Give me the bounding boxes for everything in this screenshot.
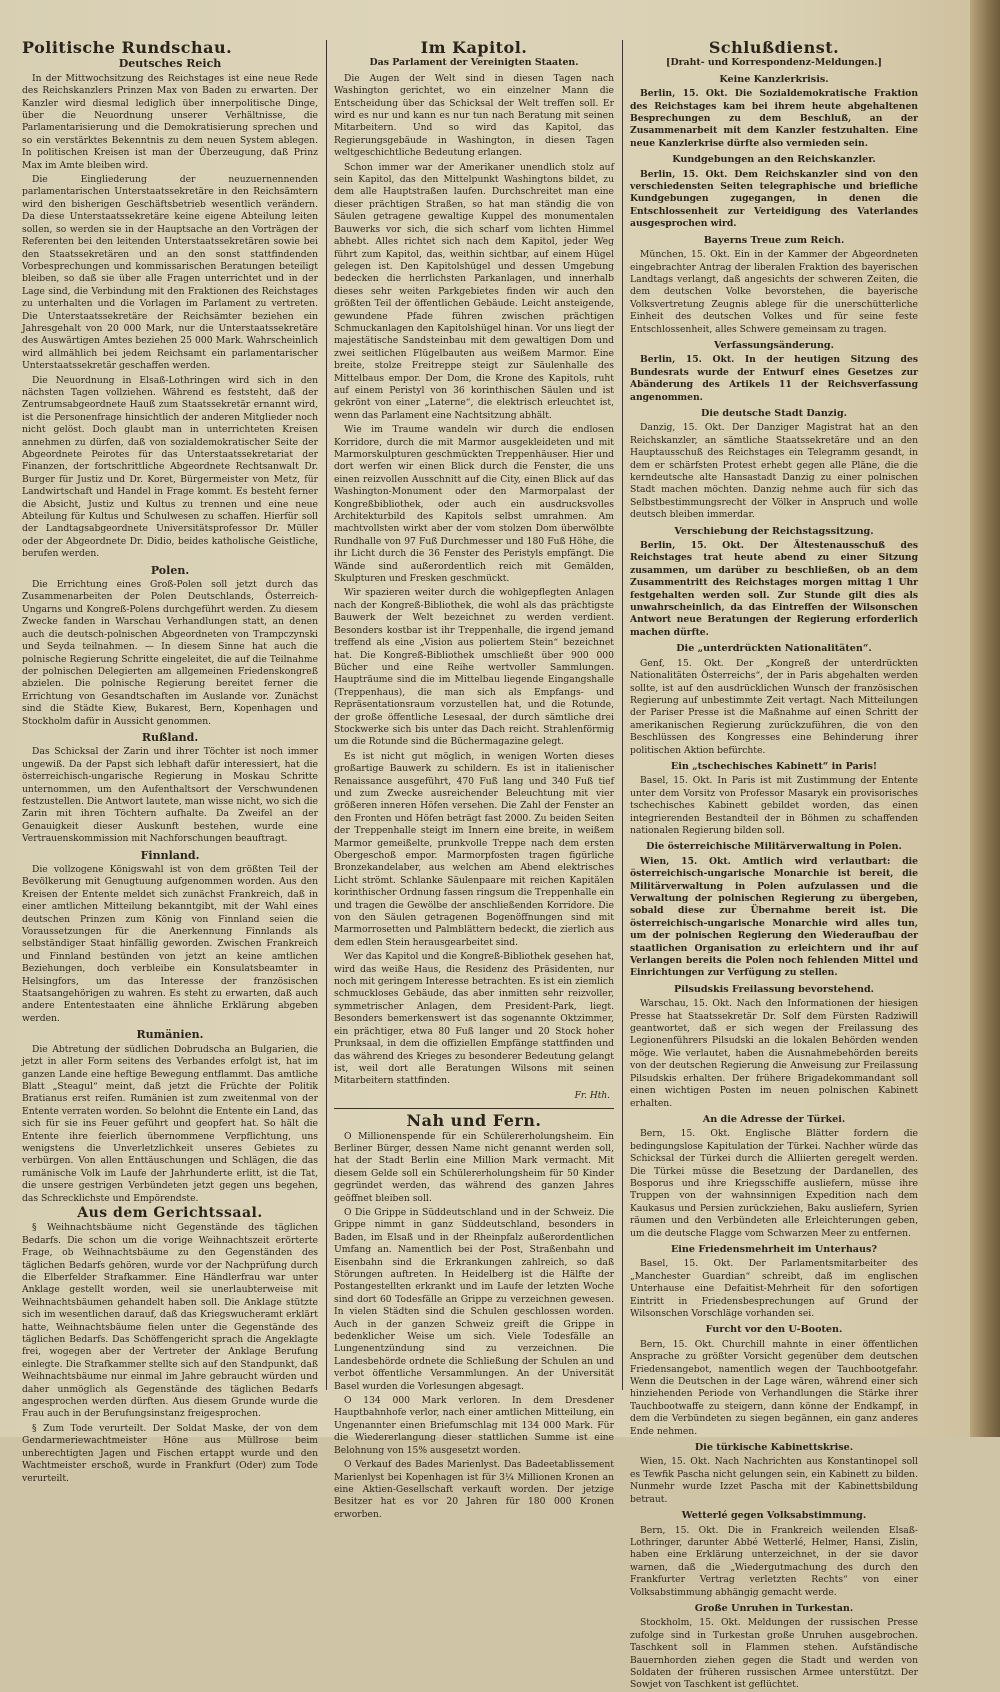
column-rule-1 [326, 40, 327, 1390]
article-paragraph: In der Mittwochsitzung des Reichstages ist eine neue Rede des Reichskanzlers Prinzen Max von Baden zu erwarten. Der Kanzler wird diesmal lediglich über innerpolitische Dinge, über die Neuordnung unserer Verhältnisse, die Parlamentarisierung und die Demokratisierung sprechen und so ein verstärktes Bekenntnis zu dem neuen System ablegen. In politischen Kreisen ist man der Überzeugung, daß Prinz Max im Amte bleiben wird. [22, 72, 318, 171]
article-paragraph: Wir spazieren weiter durch die wohlgepflegten Anlagen nach der Kongreß-Bibliothek, die wohl als das prächtigste Bauwerk der Welt bezeichnet zu werden verdient. Besonders kostbar ist ihr Treppenhalle, die irgend jemand treffend als eine „Vision aus poliertem Stein“ bezeichnet hat. Die Kongreß-Bibliothek umschließt über 900 000 Bücher und eine Reihe wertvoller Sammlungen. Haupträume sind die im Mittelbau liegende Eingangshalle (Treppenhaus), die man sich als Empfangs- und Repräsentationsraum vorzustellen hat, und die Rotunde, der große öffentliche Lesesaal, der durch sämtliche drei Stockwerke sich bis unter das Dach reicht. Strahlenförmig um die Rotunde sind die Büchermagazine gelegt. [334, 587, 614, 748]
news-item: Wien, 15. Okt. Amtlich wird verlautbart: die österreichisch-ungarische Monarchie ist bereit, die Militärverwaltung in Polen aufzulassen und die Verwaltung der polnischen Regierung zu übergeben, sobald diese zur Übernahme bereit ist. Die österreichisch-ungarische Monarchie wird alles tun, um der polnischen Regierung den Wiederaufbau der staatlichen Organisation zu erleichtern und ihr auf Verlangen bereits die Polen noch fehlenden Mittel und Einrichtungen zur Verfügung zu stellen. [630, 855, 918, 979]
news-item: O 134 000 Mark verloren. In dem Dresdener Hauptbahnhofe verlor, nach einer amtlichen Mitteilung, ein Ungenannter einen Briefumschlag mit 134 000 Mark. Für die Wiedererlangung dieser stattlichen Summe ist eine Belohnung von 15% ausgesetzt worden. [334, 1395, 614, 1456]
news-headline: Wetterlé gegen Volksabstimmung. [681, 1510, 867, 1522]
news-item: Warschau, 15. Okt. Nach den Informationen der hiesigen Presse hat Staatssekretär Dr. Solf dem Fürsten Radziwill geantwortet, daß er sich wegen der Freilassung des Legionenführers Pilsudski an die lokalen Behörden wenden möge. Wie verlautet, haben die Ausnahmebehörden bereits von der deutschen Regierung die Anweisung zur Freilassung Pilsudskis erhalten. Der frühere Brigadekommandant soll einen wichtigen Posten im neuen polnischen Kabinett erhalten. [630, 998, 918, 1109]
article-paragraph: Die vollzogene Königswahl ist von dem größten Teil der Bevölkerung mit Genugtuung aufgenommen worden. Aus den Kreisen der Entente meldet sich zunächst Frankreich, daß in einer amtlichen Mitteilung bekanntgibt, mit der Wahl eines deutschen Prinzen zum König von Finnland seien die Voraussetzungen für die Anerkennung Finnlands als selbständiger Staat hinfällig geworden. Zwischen Frankreich und Finnland bestünden von jetzt an keine amtlichen Beziehungen, doch verbleibe ein Konsulatsbeamter in Helsingfors, um das Interesse der französischen Staatsangehörigen zu wahren. Es steht zu erwarten, daß auch andere Ententestaaten eine ähnliche Erklärung abgeben werden. [22, 864, 318, 1024]
news-headline: Bayerns Treue zum Reich. [703, 234, 845, 246]
column-rule-2 [622, 40, 623, 1390]
section-heading: Rumänien. [136, 1028, 204, 1042]
article-paragraph: Die Errichtung eines Groß-Polen soll jetzt durch das Zusammenarbeiten der Polen Deutschlands, Österreich-Ungarns und Kongreß-Polens durchgeführt werden. Zu diesem Zwecke fanden in Warschau Verhandlungen statt, an denen auch die deutsch-polnischen Abgeordneten von Trampczynski und Seyda teilnahmen. — In diesem Sinne hat auch die polnische Regierung Schritte eingeleitet, die auf die Teilnahme der polnischen Delegierten am allgemeinen Friedenskongreß abzielen. Die polnische Regierung bereitet ferner die Errichtung von Gesandtschaften im Auslande vor. Zunächst sind die Städte Kiew, Bukarest, Bern, Kopenhagen und Stockholm dafür in Aussicht genommen. [22, 579, 318, 727]
news-item: Bern, 15. Okt. Englische Blätter fordern die bedingungslose Kapitulation der Türkei. Nachher würde das Schicksal der Türkei durch die Alliierten geregelt werden. Die Türkei müsse die Besetzung der Dardanellen, des Bosporus und ihre Kriegsschiffe ausliefern, müsse ihre Truppen von der wahnsinnigen Expedition nach dem Kaukasus und Persien zurückziehen, Baku ausliefern, Syrien räumen und den Verbündeten alle Erleichterungen geben, um die deutsche Flagge vom Schwarzen Meer zu entfernen. [630, 1128, 918, 1239]
column-title: Politische Rundschau. [22, 38, 233, 57]
section-heading: Polen. [150, 563, 190, 577]
news-item: Wien, 15. Okt. Nach Nachrichten aus Konstantinopel soll es Tewfik Pascha nicht gelungen sein, ein Kabinett zu bilden. Nunmehr wurde Izzet Pascha mit der Kabinettsbildung betraut. [630, 1456, 918, 1505]
news-item: Berlin, 15. Okt. In der heutigen Sitzung des Bundesrats wurde der Entwurf eines Gesetzes zur Abänderung des Artikels 11 der Reichsverfassung angenommen. [630, 354, 918, 403]
column-im-kapitol [334, 38, 614, 1520]
news-headline: Keine Kanzlerkrisis. [719, 73, 829, 85]
news-headline: Kundgebungen an den Reichskanzler. [672, 154, 876, 166]
news-item: Basel, 15. Okt. In Paris ist mit Zustimmung der Entente unter dem Vorsitz von Professor Masaryk ein provisorisches tschechisches Kabinett gebildet worden, das einen integrierenden Bestandteil der in Böhmen zu schaffenden nationalen Regierung bilden soll. [630, 775, 918, 836]
section-title: Nah und Fern. [406, 1111, 542, 1131]
author-signature: Fr. Hth. [574, 1090, 610, 1101]
article-paragraph: Schon immer war der Amerikaner unendlich stolz auf sein Kapitol, das den Mittelpunkt Washingtons bildet, zu dem alle Hauptstraßen laufen. Durchschreitet man eine dieser prächtigen Straßen, so hat man ständig die von Säulen getragene gewaltige Kuppel des monumentalen Bauwerks vor sich, die sich scharf vom lichten Himmel abhebt. Alles richtet sich nach dem Kapitol, jeder Weg führt zum Kapitol, das, weithin sichtbar, auf einem Hügel gelegen ist. Den Kapitolshügel und dessen Umgebung bedecken die herrlichsten Parkanlagen, und innerhalb dieses sehr weiten Parkgebietes finden wir auch den größten Teil der öffentlichen Gebäude. Leicht ansteigende, gewundene Pfade führen zwischen prächtigen Schmuckanlagen den Kapitolshügel hinan. Vor uns liegt der majestätische Sandsteinbau mit dem gewaltigen Dom und zwei seitlichen Flügelbauten aus weißem Marmor. Eine breite, stolze Freitreppe steigt zur Säulenhalle des Mittelbaus empor. Der Dom, die Krone des Kapitols, ruht auf einem Peristyl von 36 korinthischen Säulen und ist gekrönt von einer „Laterne“, die elektrisch erleuchtet ist, wenn das Parlament eine Nachtsitzung abhält. [334, 161, 614, 421]
news-item: O Die Grippe in Süddeutschland und in der Schweiz. Die Grippe nimmt in ganz Süddeutschland, besonders in Baden, im Elsaß und in der Rheinpfalz außerordentlichen Umfang an. Namentlich bei der Post, Straßenbahn und Eisenbahn sind die Erkrankungen zahlreich, so daß Störungen auftreten. In Heidelberg ist die Hälfte der Postangestellten erkrankt und im Laufe der letzten Woche sind dort 60 Todesfälle an Grippe zu verzeichnen gewesen. In vielen Städten sind die Schulen geschlossen worden. Auch in der ganzen Schweiz greift die Grippe in bedenklicher Weise um sich. Viele Todesfälle an Lungenentzündung sind zu verzeichnen. Die Landesbehörde ordnete die Schließung der Schulen an und verbot öffentliche Versammlungen. An der Universität Basel wurden die Vorlesungen abgesagt. [334, 1206, 614, 1392]
article-paragraph: Die Abtretung der südlichen Dobrudscha an Bulgarien, die jetzt in aller Form seitens des Verbandes erfolgt ist, hat im ganzen Lande eine heftige Bewegung entflammt. Das amtliche Blatt „Steagul“ meint, daß jetzt die Früchte der Politik Bratianus erst reifen. Rumänien ist zum zweitenmal von der Entente verraten worden. So belohnt die Entente ein Land, das sich für sie ins Feuer geführt und geopfert hat. So hält die Entente ihre feierlich übernommene Verpflichtung, uns wenigstens die Unverletzlichkeit unseres Gebietes zu verbürgen. Von allen Enttäuschungen und Schlägen, die das rumänische Volk im Laufe der Jahrhunderte erlitt, ist die Tat, die unsere gestrigen Verbündeten jetzt gegen uns begehen, das Schrecklichste und Empörendste. [22, 1043, 318, 1204]
news-headline: Eine Friedensmehrheit im Unterhaus? [670, 1243, 878, 1255]
news-headline: Furcht vor den U-Booten. [705, 1324, 843, 1336]
column-subtitle: [Draht- und Korrespondenz-Meldungen.] [666, 57, 882, 69]
news-headline: Große Unruhen in Turkestan. [694, 1602, 854, 1614]
section-divider [334, 1108, 614, 1109]
news-item: Genf, 15. Okt. Der „Kongreß der unterdrückten Nationalitäten Österreichs“, der in Paris abgehalten werden sollte, ist auf den ausdrücklichen Wunsch der französischen Regierung auf unbestimmte Zeit vertagt. Nach Mitteilungen der Pariser Presse ist die Maßnahme auf einen Schritt der amerikanischen Regierung zurückzuführen, die von den Beschlüssen des Kongresses eine Behinderung ihrer politischen Aktion befürchte. [630, 657, 918, 756]
news-item: Bern, 15. Okt. Die in Frankreich weilenden Elsaß-Lothringer, darunter Abbé Wetterlé, Helmer, Hansi, Zislin, haben eine Erklärung unterzeichnet, in der sie davor warnen, daß die „Wiedergutmachung des durch den Frankfurter Vertrag verletzten Rechts“ von einer Volksabstimmung abhängig gemacht werde. [630, 1524, 918, 1598]
news-item: München, 15. Okt. Ein in der Kammer der Abgeordneten eingebrachter Antrag der liberalen Fraktion des bayerischen Landtags verlangt, daß angesichts der schweren Zeiten, die dem deutschen Volke bevorstehen, die bayerische Volksvertretung Zeugnis ablege für die unerschütterliche Einheit des deutschen Volkes und für seine feste Entschlossenheit, alles Schwere gemeinsam zu tragen. [630, 249, 918, 335]
news-headline: An die Adresse der Türkei. [702, 1113, 846, 1125]
news-headline: Verschiebung der Reichstagssitzung. [674, 525, 874, 537]
column-schlussdienst [630, 38, 918, 1691]
news-headline: Pilsudskis Freilassung bevorstehend. [673, 983, 874, 995]
column-subtitle: Das Parlament der Vereinigten Staaten. [369, 57, 579, 69]
news-headline: Die österreichische Militärverwaltung in Polen. [646, 841, 902, 853]
section-heading: Finnland. [140, 848, 200, 862]
news-item: Stockholm, 15. Okt. Meldungen der russischen Presse zufolge sind in Turkestan große Unruhen ausgebrochen. Taschkent soll in Flammen stehen. Aufständische Bauernhorden ziehen gegen die Stadt und werden von Soldaten der früheren russischen Armee unterstützt. Der Sowjet von Taschkent ist geflüchtet. [630, 1617, 918, 1691]
news-item: O Millionenspende für ein Schülererholungsheim. Ein Berliner Bürger, dessen Name nicht genannt werden soll, hat der Stadt Berlin eine Million Mark vermacht. Mit diesem Gelde soll ein Schülererholungsheim für 50 Kinder gegründet werden, das während des ganzen Jahres geöffnet bleiben soll. [334, 1130, 614, 1204]
section-title: Aus dem Gerichtssaal. [77, 1204, 263, 1221]
news-item: Bern, 15. Okt. Churchill mahnte in einer öffentlichen Ansprache zu größter Vorsicht gegenüber dem deutschen Friedensangebot, namentlich wegen der Tauchbootgefahr. Wenn die Deutschen in der Lage wären, während einer sich hinziehenden Periode von Verhandlungen die Stärke ihrer Tauchbootwaffe zu steigern, dann könne der Endkampf, in dem die Verbündeten zu siegen begännen, ein ganz anderes Ende nehmen. [630, 1338, 918, 1437]
column-politische-rundschau [22, 38, 318, 1484]
news-item: Berlin, 15. Okt. Dem Reichskanzler sind von den verschiedensten Seiten telegraphische und briefliche Kundgebungen zugegangen, in denen die Entschlossenheit zur Verteidigung des Vaterlandes ausgesprochen wird. [630, 168, 918, 230]
news-item: Berlin, 15. Okt. Der Ältestenausschuß des Reichstages trat heute abend zu einer Sitzung zusammen, um darüber zu beschließen, ob an dem Zusammentritt des Reichstages morgen mittag 1 Uhr festgehalten werden soll. Zur Stunde gilt dies als unwahrscheinlich, da das Eintreffen der Wilsonschen Antwort neue Beratungen der Regierung erforderlich machen dürfte. [630, 540, 918, 638]
article-paragraph: Das Schicksal der Zarin und ihrer Töchter ist noch immer ungewiß. Da der Papst sich lebhaft dafür interessiert, hat die österreichisch-ungarische Regierung in Moskau Schritte unternommen, um den Aufenthaltsort der Verschwundenen festzustellen. Die Antwort lautete, man wisse nicht, wo sich die Zarin mit ihren Töchtern aufhalte. Da Zweifel an der Genauigkeit dieser Auskunft bestehen, wurde eine Vertrauenskommission mit Nachforschungen beauftragt. [22, 746, 318, 845]
news-headline: Verfassungsänderung. [714, 339, 834, 351]
article-paragraph: Die Neuordnung in Elsaß-Lothringen wird sich in den nächsten Tagen vollziehen. Während es feststeht, daß der Zentrumsabgeordnete Hauß zum Staatssekretär ernannt wird, ist die Personenfrage hinsichtlich der anderen Mitglieder noch nicht gelöst. Doch glaubt man in unterrichteten Kreisen annehmen zu dürfen, daß von sozialdemokratischer Seite der Abgeordnete Peirotes für das Unterstaatssekretariat der Finanzen, der fortschrittliche Abgeordnete Rechtsanwalt Dr. Burger für Justiz und Dr. Koret, Bürgermeister von Metz, für Landwirtschaft und Handel in Frage kommt. Es besteht ferner die Absicht, Justiz und Kultus zu trennen und eine neue Abteilung für Kultus und Schulwesen zu schaffen. Hierfür soll der Landtagsabgeordnete Universitätsprofessor Dr. Müller oder der Abgeordnete Dr. Didio, beides katholische Geistliche, berufen werden. [22, 374, 318, 560]
article-paragraph: § Zum Tode verurteilt. Der Soldat Maske, der von dem Gendarmeriewachtmeister Höne aus Müllrose beim unberechtigten Jagen und Fischen ertappt wurde und den Wachtmeister erschoß, wurde in Frankfurt (Oder) zum Tode verurteilt. [22, 1422, 318, 1484]
article-paragraph: Die Eingliederung der neuzuernennenden parlamentarischen Unterstaatssekretäre in den Reichsämtern wird den bisherigen Geschäftsbetrieb wesentlich verändern. Da diese Unterstaatssekretäre keine eigene Abteilung leiten sollen, so werden sie in der Hauptsache an den Vorträgen der Referenten bei den leitenden Unterstaatssekretären sowie bei den Staatssekretären und an den sonst stattfindenden Vorbesprechungen und kommissarischen Beratungen beteiligt bleiben, so daß sie über alle Fragen unterrichtet und in der Lage sind, die Verbindung mit den Fraktionen des Reichstages zu unterhalten und die Vorlagen im Parlament zu vertreten. Die Unterstaatssekretäre der Reichsämter beziehen ein Jahresgehalt von 20 000 Mark, nur die Unterstaatssekretäre des Auswärtigen Amtes beziehen 25 000 Mark. Wahrscheinlich wird allmählich bei jedem Reichsamt ein parlamentarischer Unterstaatssekretär geschaffen werden. [22, 174, 318, 372]
news-headline: Die deutsche Stadt Danzig. [701, 407, 847, 419]
news-item: Basel, 15. Okt. Der Parlamentsmitarbeiter des „Manchester Guardian“ schreibt, daß im englischen Unterhause eine Defaitist-Mehrheit für den sofortigen Eintritt in Friedensbesprechungen auf Grund der Wilsonschen Vorschläge vorhanden sei. [630, 1258, 918, 1319]
column-title: Schlußdienst. [708, 38, 840, 57]
section-heading: Rußland. [141, 730, 199, 744]
news-item: O Verkauf des Bades Marienlyst. Das Badeetablissement Marienlyst bei Kopenhagen ist für 3¼ Millionen Kronen an eine Aktien-Gesellschaft verkauft worden. Der jetzige Besitzer hat es vor 20 Jahren für 180 000 Kronen erworben. [334, 1459, 614, 1520]
column-title: Im Kapitol. [420, 38, 528, 57]
news-item: Berlin, 15. Okt. Die Sozialdemokratische Fraktion des Reichstages kam bei ihrem heute abgehaltenen Besprechungen zu dem Beschluß, an der Zusammenarbeit mit dem Kanzler festzuhalten. Eine neue Kanzlerkrise dürfte also vermieden sein. [630, 88, 918, 149]
news-item: Danzig, 15. Okt. Der Danziger Magistrat hat an den Reichskanzler, an sämtliche Staatssekretäre und an den Hauptausschuß des Reichstages ein Telegramm gesandt, in dem er schärfsten Protest erhebt gegen alle Pläne, die die kerndeutsche alte Hansastadt Danzig zu einer polnischen Stadt machen möchten. Danzig nehme auch für sich das Selbstbestimmungsrecht der Völker in Anspruch und wolle deutsch bleiben immerdar. [630, 422, 918, 521]
article-paragraph: Es ist nicht gut möglich, in wenigen Worten dieses großartige Bauwerk zu schildern. Es ist in italienischer Renaissance ausgeführt, 470 Fuß lang und 340 Fuß tief und zum Zwecke ausreichender Beleuchtung mit vier größeren inneren Höfen versehen. Die Zahl der Fenster an den Fronten und Höfen beträgt fast 2000. Zu beiden Seiten der Treppenhalle steigt im Innern eine breite, in weißem Marmor gemeißelte, prunkvolle Treppe nach dem ersten Obergeschoß empor. Marmorpfosten tragen figürliche Bronzekandelaber, aus welchen am Abend elektrisches Licht strömt. Schlanke Säulenpaare mit reichen Kapitälen korinthischer Ordnung fassen ringsum die Treppenhalle ein und tragen die Gewölbe der anschließenden Korridore. Die von den Säulen getragenen Bogenöffnungen sind mit Marmorrosetten und Palmblättern bedeckt, die zierlich aus dem edlen Stein herausgearbeitet sind. [334, 750, 614, 948]
article-paragraph: Wer das Kapitol und die Kongreß-Bibliothek gesehen hat, wird das weiße Haus, die Residenz des Präsidenten, nur noch mit geringem Interesse betrachten. Es ist ein ziemlich schmuckloses Gebäude, das aber inmitten sehr reizvoller, symmetrischer Anlagen, dem President-Park, liegt. Besonders bemerkenswert ist das sogenannte Oktzimmer, ein prächtiger, etwa 80 Fuß langer und 20 Stock hoher Prunksaal, in dem die offiziellen Empfänge stattfinden und das während des Krieges zu besonderer Bedeutung gelangt ist, weil dort alle Beratungen Wilsons mit seinen Mitarbeitern stattfinden. [334, 951, 614, 1087]
article-paragraph: Wie im Traume wandeln wir durch die endlosen Korridore, durch die mit Marmor ausgekleideten und mit Marmorskulpturen geschmückten Treppenhäuser. Hier und dort werfen wir einen Blick durch die Fenster, die uns einen reizvollen Ausschnitt auf die City, einen Blick auf das Washington-Monument oder den Marmorpalast der Kongreßbibliothek, oder auch ein ausdrucksvolles Architekturbild des Kapitols selbst umrahmen. Am machtvollsten wirkt aber der vom stolzen Dom überwölbte Rundhalle von 97 Fuß Durchmesser und 180 Fuß Höhe, die ihr Licht durch die 36 Fenster des Peristyls empfängt. Die Wände sind außerordentlich reich mit Gemälden, Skulpturen und Fresken geschmückt. [334, 424, 614, 585]
section-heading: Deutsches Reich [118, 57, 222, 71]
article-paragraph: § Weihnachtsbäume nicht Gegenstände des täglichen Bedarfs. Die schon um die vorige Weihnachtszeit erörterte Frage, ob Weihnachtsbäume zu den Gegenständen des täglichen Bedarfs gehören, wurde vor der Nachprüfung durch die Elberfelder Strafkammer. Eine Händlerfrau war unter Anklage gestellt worden, weil sie unerlaubterweise mit Weihnachtsbäumen gehandelt haben soll. Die Anklage stützte sich im wesentlichen darauf, daß das Kriegswucheramt erklärt hatte, Weihnachtsbäume fielen unter die Gegenstände des täglichen Bedarfs. Das Schöffengericht sprach die Angeklagte frei, wogegen aber der Vertreter der Anklage Berufung einlegte. Die Strafkammer stellte sich auf den Standpunkt, daß Weihnachtsbäume nur einmal im Jahre gebraucht würden und daher unmöglich als Gegenstände des täglichen Bedarfs angesprochen werden dürften. Aus diesem Grunde wurde die Frau auch in der Berufungsinstanz freigesprochen. [22, 1222, 318, 1420]
book-binding-edge [970, 0, 1000, 1437]
news-headline: Die türkische Kabinettskrise. [694, 1442, 854, 1454]
news-headline: Ein „tschechisches Kabinett“ in Paris! [670, 760, 878, 772]
article-paragraph: Die Augen der Welt sind in diesen Tagen nach Washington gerichtet, wo ein einzelner Mann die Entscheidung über das Schicksal der Welt treffen soll. Er wird es nur und kann es nur tun nach Beratung mit seinen Mitarbeitern. Und so wird das Kapitol, das Regierungsgebäude in Washington, in diesen Tagen weltgeschichtliche Bedeutung erlangen. [334, 72, 614, 159]
news-headline: Die „unterdrückten Nationalitäten“. [676, 643, 872, 655]
